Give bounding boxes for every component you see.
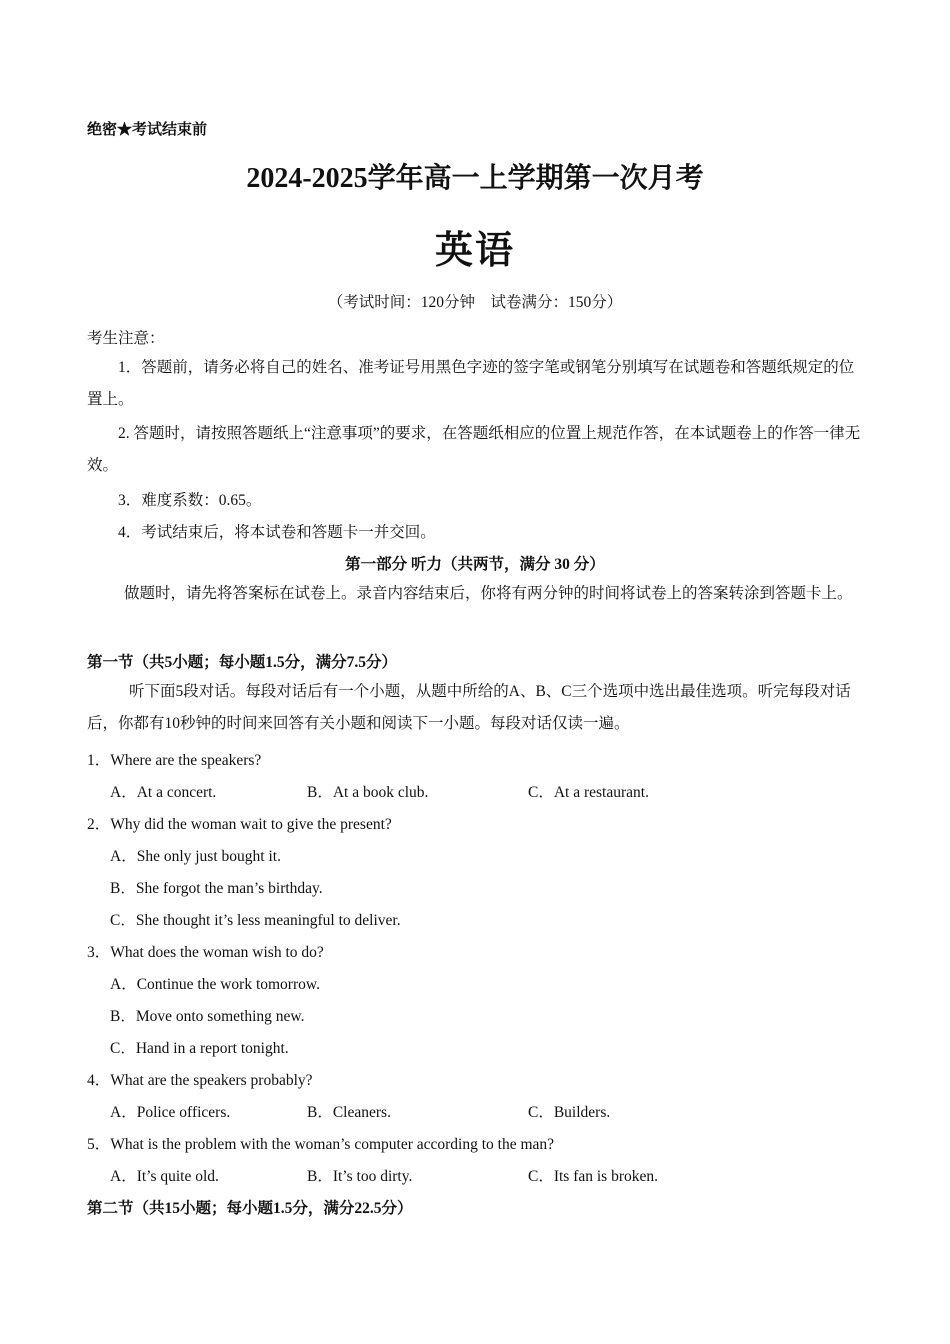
exam-info: （考试时间：120分钟 试卷满分：150分） xyxy=(327,294,623,311)
secret-mark: 绝密★考试结束前 xyxy=(87,122,208,138)
question-4: 4．What are the speakers probably? xyxy=(87,1072,313,1089)
part1-intro: 做题时，请先将答案标在试卷上。录音内容结束后，你将有两分钟的时间将试卷上的答案转涂到答题卡上。 xyxy=(124,585,853,602)
notice-item: 2. 答题时，请按照答题纸上“注意事项”的要求，在答题纸相应的位置上规范作答，在本试题卷上的作答一律无效。 xyxy=(87,425,861,474)
notice-item: 3．难度系数：0.65。 xyxy=(118,492,262,509)
option-b: B．Cleaners. xyxy=(307,1104,391,1121)
option-c: C．Its fan is broken. xyxy=(528,1168,659,1185)
option-b: B．It’s too dirty. xyxy=(307,1168,413,1185)
section2-title: 第二节（共15小题；每小题1.5分，满分22.5分） xyxy=(87,1200,413,1217)
option-a: A．It’s quite old. xyxy=(110,1168,219,1185)
notice-item: 4．考试结束后，将本试卷和答题卡一并交回。 xyxy=(118,524,436,541)
exam-title: 2024-2025学年高一上学期第一次月考 xyxy=(246,163,704,194)
question-1: 1．Where are the speakers? xyxy=(87,752,262,769)
part1-title: 第一部分 听力（共两节，满分 30 分） xyxy=(345,556,605,573)
notice-item: 1．答题前，请务必将自己的姓名、准考证号用黑色字迹的签字笔或钢笔分别填写在试题卷和答题纸规定的位置上。 xyxy=(87,359,855,408)
notice-heading: 考生注意： xyxy=(87,330,165,347)
option-c: C．Builders. xyxy=(528,1104,611,1121)
section1-title: 第一节（共5小题；每小题1.5分，满分7.5分） xyxy=(87,654,398,671)
section1-intro: 听下面5段对话。每段对话后有一个小题，从题中所给的A、B、C三个选项中选出最佳选项。听完每段对话后，你都有10秒钟的时间来回答有关小题和阅读下一小题。每段对话仅读一遍。 xyxy=(87,683,851,732)
option-a: A．Police officers. xyxy=(110,1104,231,1121)
option-a: A．At a concert. xyxy=(110,784,217,801)
subject-title: 英语 xyxy=(434,230,515,272)
option-b: B．She forgot the man’s birthday. xyxy=(110,880,323,897)
option-a: A．She only just bought it. xyxy=(110,848,281,865)
question-5: 5．What is the problem with the woman’s computer according to the man? xyxy=(87,1136,555,1153)
option-a: A．Continue the work tomorrow. xyxy=(110,976,320,993)
option-b: B．Move onto something new. xyxy=(110,1008,305,1025)
option-c: C．At a restaurant. xyxy=(528,784,649,801)
option-b: B．At a book club. xyxy=(307,784,429,801)
option-c: C．She thought it’s less meaningful to deliver. xyxy=(110,912,401,929)
option-c: C．Hand in a report tonight. xyxy=(110,1040,289,1057)
question-3: 3．What does the woman wish to do? xyxy=(87,944,324,961)
question-2: 2．Why did the woman wait to give the present? xyxy=(87,816,392,833)
